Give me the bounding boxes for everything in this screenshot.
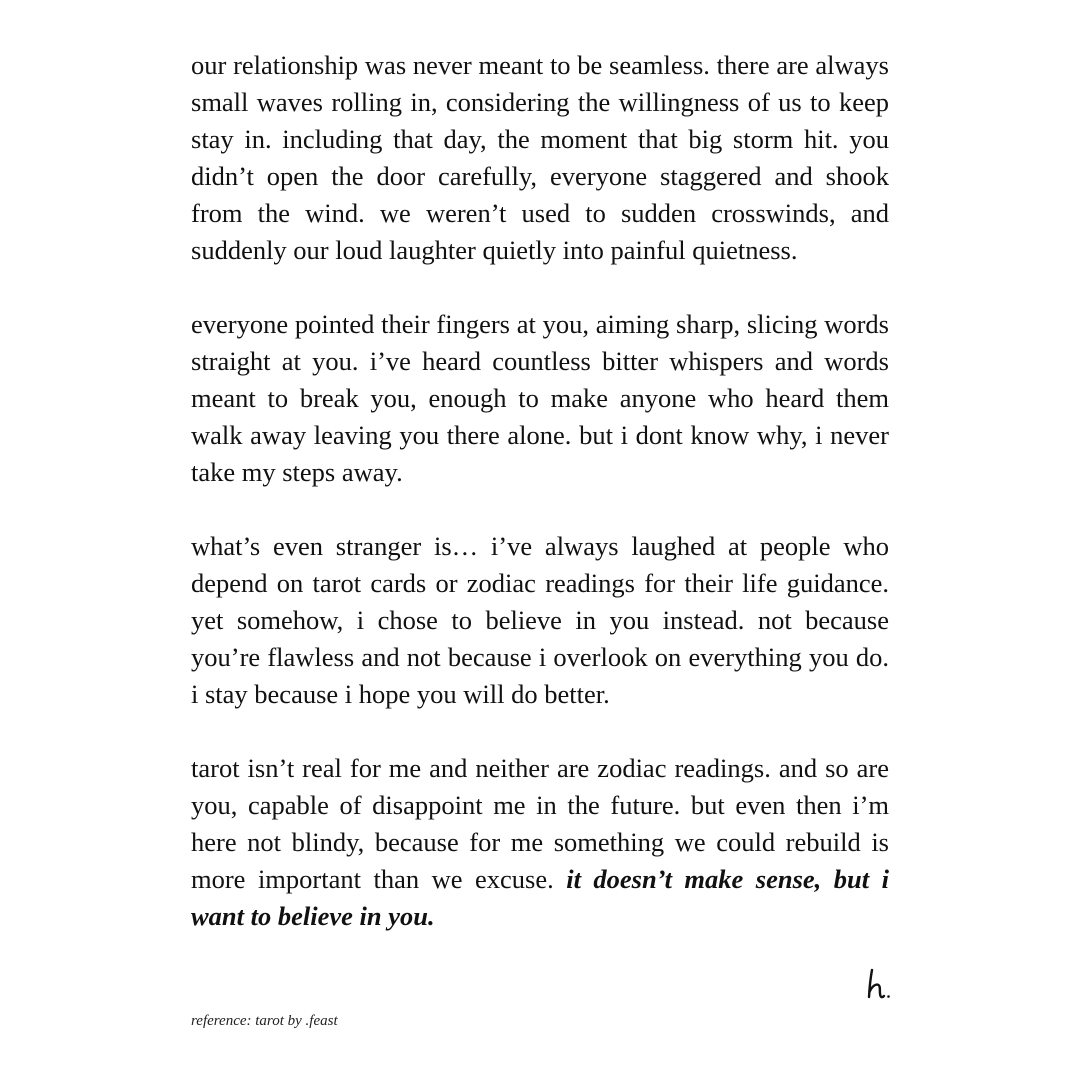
paragraph-2 [191,306,889,491]
paragraph-4 [191,750,889,935]
signature-h-icon [866,968,894,1002]
paragraph-3-text: what’s even stranger is… i’ve always laughed at people who depend on tarot cards or zodiac readings for their life guidance. yet somehow, i chose to believe in you instead. not because you’re flawless and not because i overlook on everything you do. i stay because i hope you will do better. [191,531,889,709]
paragraph-3 [191,528,889,713]
closing-emphasis: it doesn’t make sense, but i want to believe in you. [191,864,890,931]
reference-note: reference: tarot by .feast [191,1013,338,1029]
poem-body [191,47,889,935]
paragraph-1-text: our relationship was never meant to be seamless. there are always small waves rolling in, considering the willingness of us to keep stay in. including that day, the moment that big storm hit. you didn’t open the door carefully, everyone staggered and shook from the wind. we weren’t used to sudden crosswinds, and suddenly our loud laughter quietly into painful quietness. [191,50,889,265]
paragraph-4-text: tarot isn’t real for me and neither are zodiac readings. and so are you, capable of disappoint me in the future. but even then i’m here not blindy, because for me something we could rebuild is more important than we excuse. [191,753,889,894]
paragraph-1 [191,47,889,269]
paragraph-2-text: everyone pointed their fingers at you, aiming sharp, slicing words straight at you. i’ve heard countless bitter whispers and words meant to break you, enough to make anyone who heard them walk away leaving you there alone. but i dont know why, i never take my steps away. [191,309,889,487]
